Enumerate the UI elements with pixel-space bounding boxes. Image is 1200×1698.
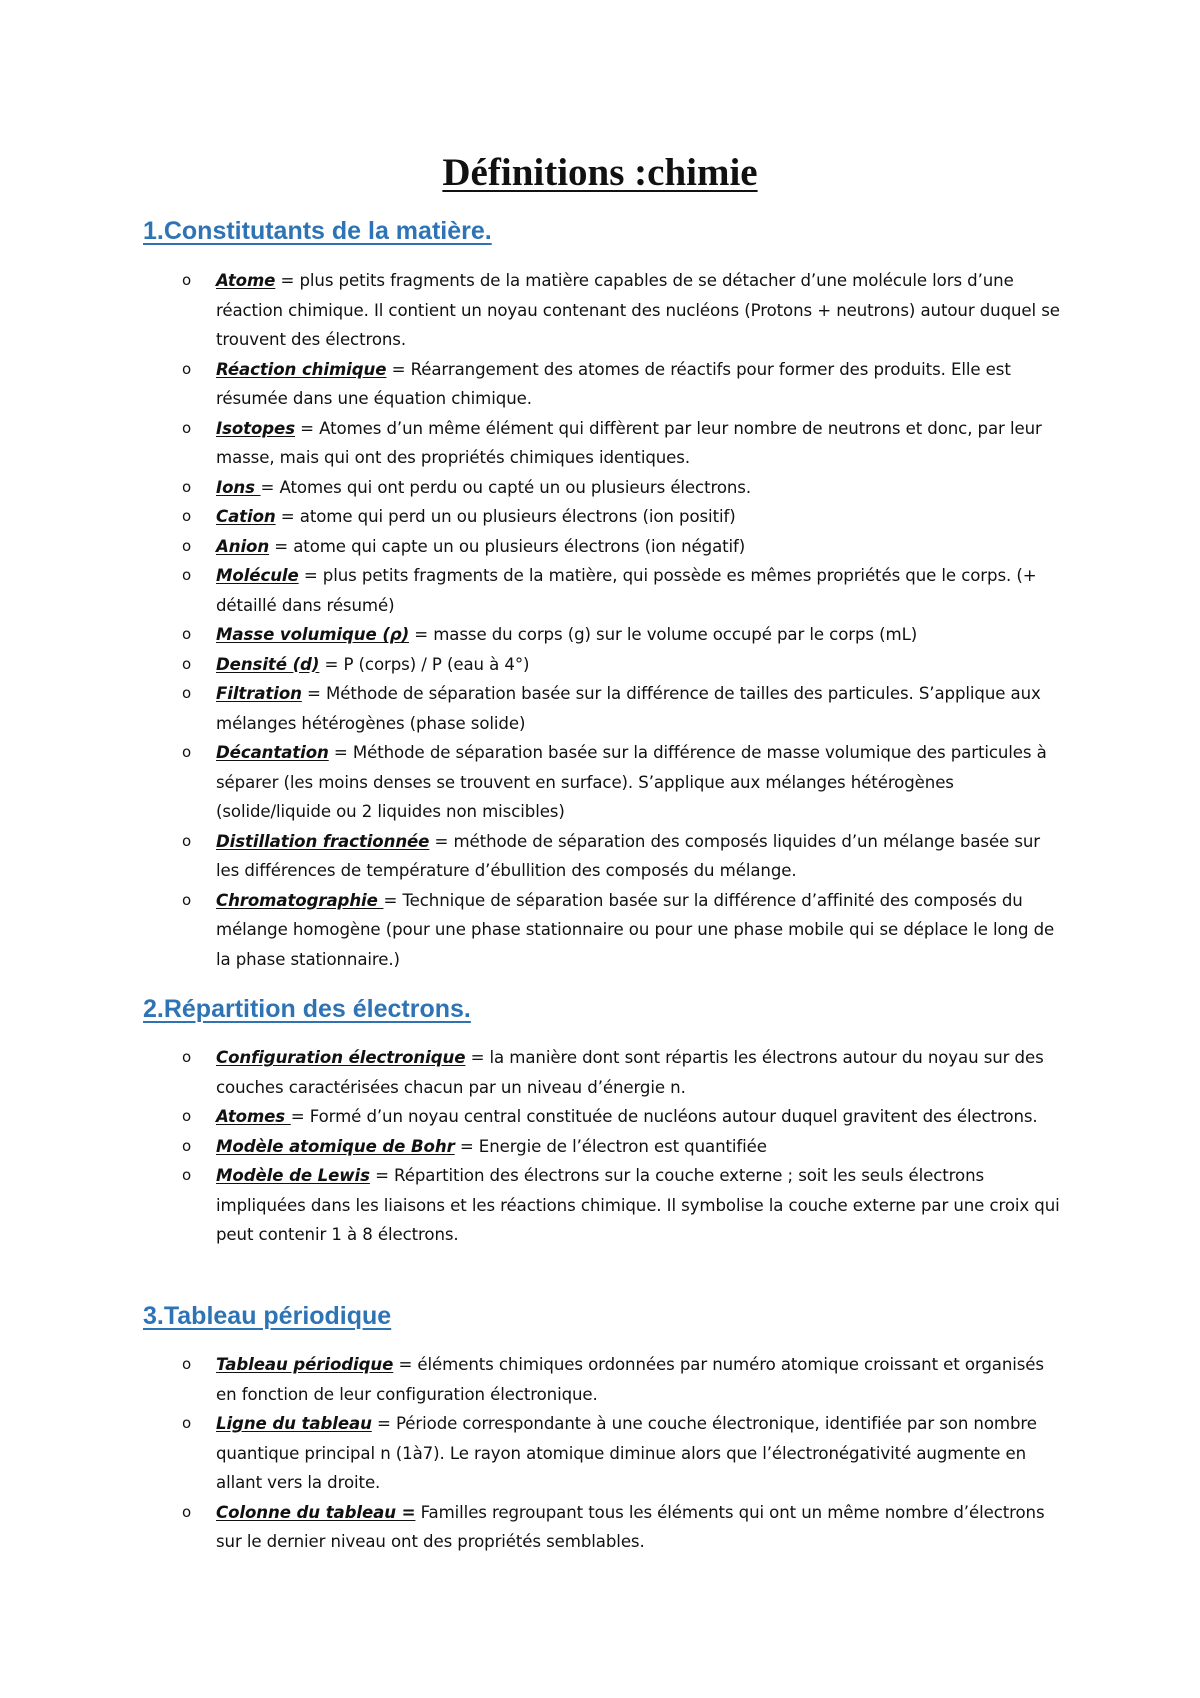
definition-term: Décantation bbox=[216, 743, 329, 762]
list-item bbox=[0, 738, 1066, 827]
section-heading-constituants: 1.Constitutants de la matière. bbox=[143, 217, 492, 245]
definition-list-tableau bbox=[0, 1350, 1200, 1557]
definition-text: = masse du corps (g) sur le volume occupé par le corps (mL) bbox=[409, 625, 918, 644]
definition-text: = P (corps) / P (eau à 4°) bbox=[319, 654, 530, 674]
definition-term: Réaction chimique bbox=[216, 359, 387, 379]
page-title bbox=[0, 150, 1200, 196]
bullet-icon: o bbox=[182, 625, 192, 643]
list-item bbox=[0, 827, 1066, 886]
list-item bbox=[0, 414, 1066, 473]
definition-term: Cation bbox=[216, 507, 276, 526]
list-item bbox=[0, 1498, 1066, 1557]
list-item bbox=[0, 1102, 1066, 1132]
list-item bbox=[0, 886, 1066, 975]
definition-text: = Formé d’un noyau central constituée de nucléons autour duquel gravitent des électrons. bbox=[290, 1107, 1038, 1126]
definition-term: Chromatographie bbox=[216, 890, 384, 910]
bullet-icon: o bbox=[182, 1136, 192, 1155]
bullet-icon: o bbox=[182, 831, 192, 850]
definition-text: = atome qui perd un ou plusieurs électrons (ion positif) bbox=[275, 507, 736, 526]
definition-term: Densité (d) bbox=[216, 654, 320, 674]
section-heading-tableau: 3.Tableau périodique bbox=[143, 1302, 392, 1330]
bullet-icon: o bbox=[182, 1355, 192, 1373]
list-item bbox=[0, 620, 1066, 650]
bullet-icon: o bbox=[182, 536, 192, 555]
definition-text: Familles regroupant tous les éléments qui ont un même nombre d’électrons sur le dernier niveau ont des propriétés semblables. bbox=[216, 1502, 1045, 1551]
page-title-text: Définitions :chimie bbox=[442, 151, 758, 194]
list-item bbox=[0, 532, 1066, 562]
definition-text: = Atomes d’un même élément qui diffèrent par leur nombre de neutrons et donc, par leur masse, mais qui ont des propriétés chimiques identiques. bbox=[216, 418, 1042, 467]
list-item bbox=[0, 679, 1066, 738]
section-heading-electrons: 2.Répartition des électrons. bbox=[143, 995, 471, 1023]
definition-term: Configuration électronique bbox=[216, 1048, 466, 1067]
definition-term: Molécule bbox=[216, 566, 299, 585]
definition-text: = plus petits fragments de la matière, qui possède es mêmes propriétés que le corps. (+ détaillé dans résumé) bbox=[216, 566, 1037, 615]
bullet-icon: o bbox=[182, 684, 192, 702]
list-item bbox=[0, 1043, 1066, 1102]
list-item bbox=[0, 1350, 1066, 1409]
bullet-icon: o bbox=[182, 1048, 192, 1066]
definition-term: Distillation fractionnée bbox=[216, 831, 430, 851]
definition-text: = Réarrangement des atomes de réactifs pour former des produits. Elle est résumée dans une équation chimique. bbox=[216, 359, 1011, 408]
list-item bbox=[0, 1161, 1066, 1250]
definition-text: = Technique de séparation basée sur la différence d’affinité des composés du mélange homogène (pour une phase stationnaire ou pour une phase mobile qui se déplace le long de la phase stationnaire.) bbox=[216, 890, 1055, 969]
definition-text: = la manière dont sont répartis les électrons autour du noyau sur des couches caractérisées chacun par un niveau d’énergie n. bbox=[216, 1048, 1044, 1097]
definition-term: Modèle de Lewis bbox=[216, 1166, 370, 1185]
definition-text: = Période correspondante à une couche électronique, identifiée par son nombre quantique principal n (1à7). Le rayon atomique diminue alors que l’électronégativité augmente en allant vers la droite. bbox=[216, 1414, 1037, 1492]
definition-text: = méthode de séparation des composés liquides d’un mélange basée sur les différences de température d’ébullition des composés du mélange. bbox=[216, 831, 1041, 880]
definition-term: Atome bbox=[216, 271, 276, 290]
definition-term: Anion bbox=[216, 536, 270, 556]
definition-term: Modèle atomique de Bohr bbox=[216, 1136, 455, 1156]
bullet-icon: o bbox=[182, 1166, 192, 1184]
list-item bbox=[0, 650, 1066, 680]
definition-list-constituants bbox=[0, 266, 1200, 974]
list-item bbox=[0, 1132, 1066, 1162]
definition-term: Ligne du tableau bbox=[216, 1414, 372, 1433]
bullet-icon: o bbox=[182, 743, 192, 761]
list-item bbox=[0, 1409, 1066, 1498]
list-item bbox=[0, 502, 1066, 532]
definition-term: Tableau périodique bbox=[216, 1355, 394, 1374]
definition-term: Isotopes bbox=[216, 418, 295, 438]
bullet-icon: o bbox=[182, 507, 192, 525]
definition-term: Colonne du tableau = bbox=[216, 1502, 416, 1522]
definition-term: Ions bbox=[216, 477, 261, 497]
bullet-icon: o bbox=[182, 271, 192, 289]
list-item bbox=[0, 355, 1066, 414]
definition-text: = Atomes qui ont perdu ou capté un ou plusieurs électrons. bbox=[260, 477, 752, 497]
bullet-icon: o bbox=[182, 890, 192, 909]
definition-text: = Méthode de séparation basée sur la différence de tailles des particules. S’applique aux mélanges hétérogènes (phase solide) bbox=[216, 684, 1041, 733]
definition-term: Atomes bbox=[216, 1107, 291, 1126]
definition-text: = atome qui capte un ou plusieurs électrons (ion négatif) bbox=[269, 536, 746, 556]
definition-text: = Méthode de séparation basée sur la différence de masse volumique des particules à séparer (les moins denses se trouvent en surface). S’applique aux mélanges hétérogènes (solide/liquide ou 2 liquides non miscibles) bbox=[216, 743, 1047, 821]
definition-text: = Energie de l’électron est quantifiée bbox=[454, 1136, 767, 1156]
bullet-icon: o bbox=[182, 654, 192, 673]
definition-text: = Répartition des électrons sur la couche externe ; soit les seuls électrons impliquées dans les liaisons et les réactions chimique. Il symbolise la couche externe par une croix qui peut contenir 1 à 8 électrons. bbox=[216, 1166, 1060, 1244]
list-item bbox=[0, 561, 1066, 620]
list-item bbox=[0, 473, 1066, 503]
definition-text: = plus petits fragments de la matière capables de se détacher d’une molécule lors d’une réaction chimique. Il contient un noyau contenant des nucléons (Protons + neutrons) autour duquel se trouvent des électrons. bbox=[216, 271, 1060, 349]
bullet-icon: o bbox=[182, 566, 192, 584]
definition-term: Filtration bbox=[216, 684, 302, 703]
list-item bbox=[0, 266, 1066, 355]
bullet-icon: o bbox=[182, 477, 192, 496]
bullet-icon: o bbox=[182, 1107, 192, 1125]
definition-text: = éléments chimiques ordonnées par numéro atomique croissant et organisés en fonction de leur configuration électronique. bbox=[216, 1355, 1044, 1404]
definition-term: Masse volumique (ρ) bbox=[216, 625, 410, 644]
bullet-icon: o bbox=[182, 1414, 192, 1432]
definition-list-electrons bbox=[0, 1043, 1200, 1250]
bullet-icon: o bbox=[182, 418, 192, 437]
bullet-icon: o bbox=[182, 1502, 192, 1521]
bullet-icon: o bbox=[182, 359, 192, 378]
